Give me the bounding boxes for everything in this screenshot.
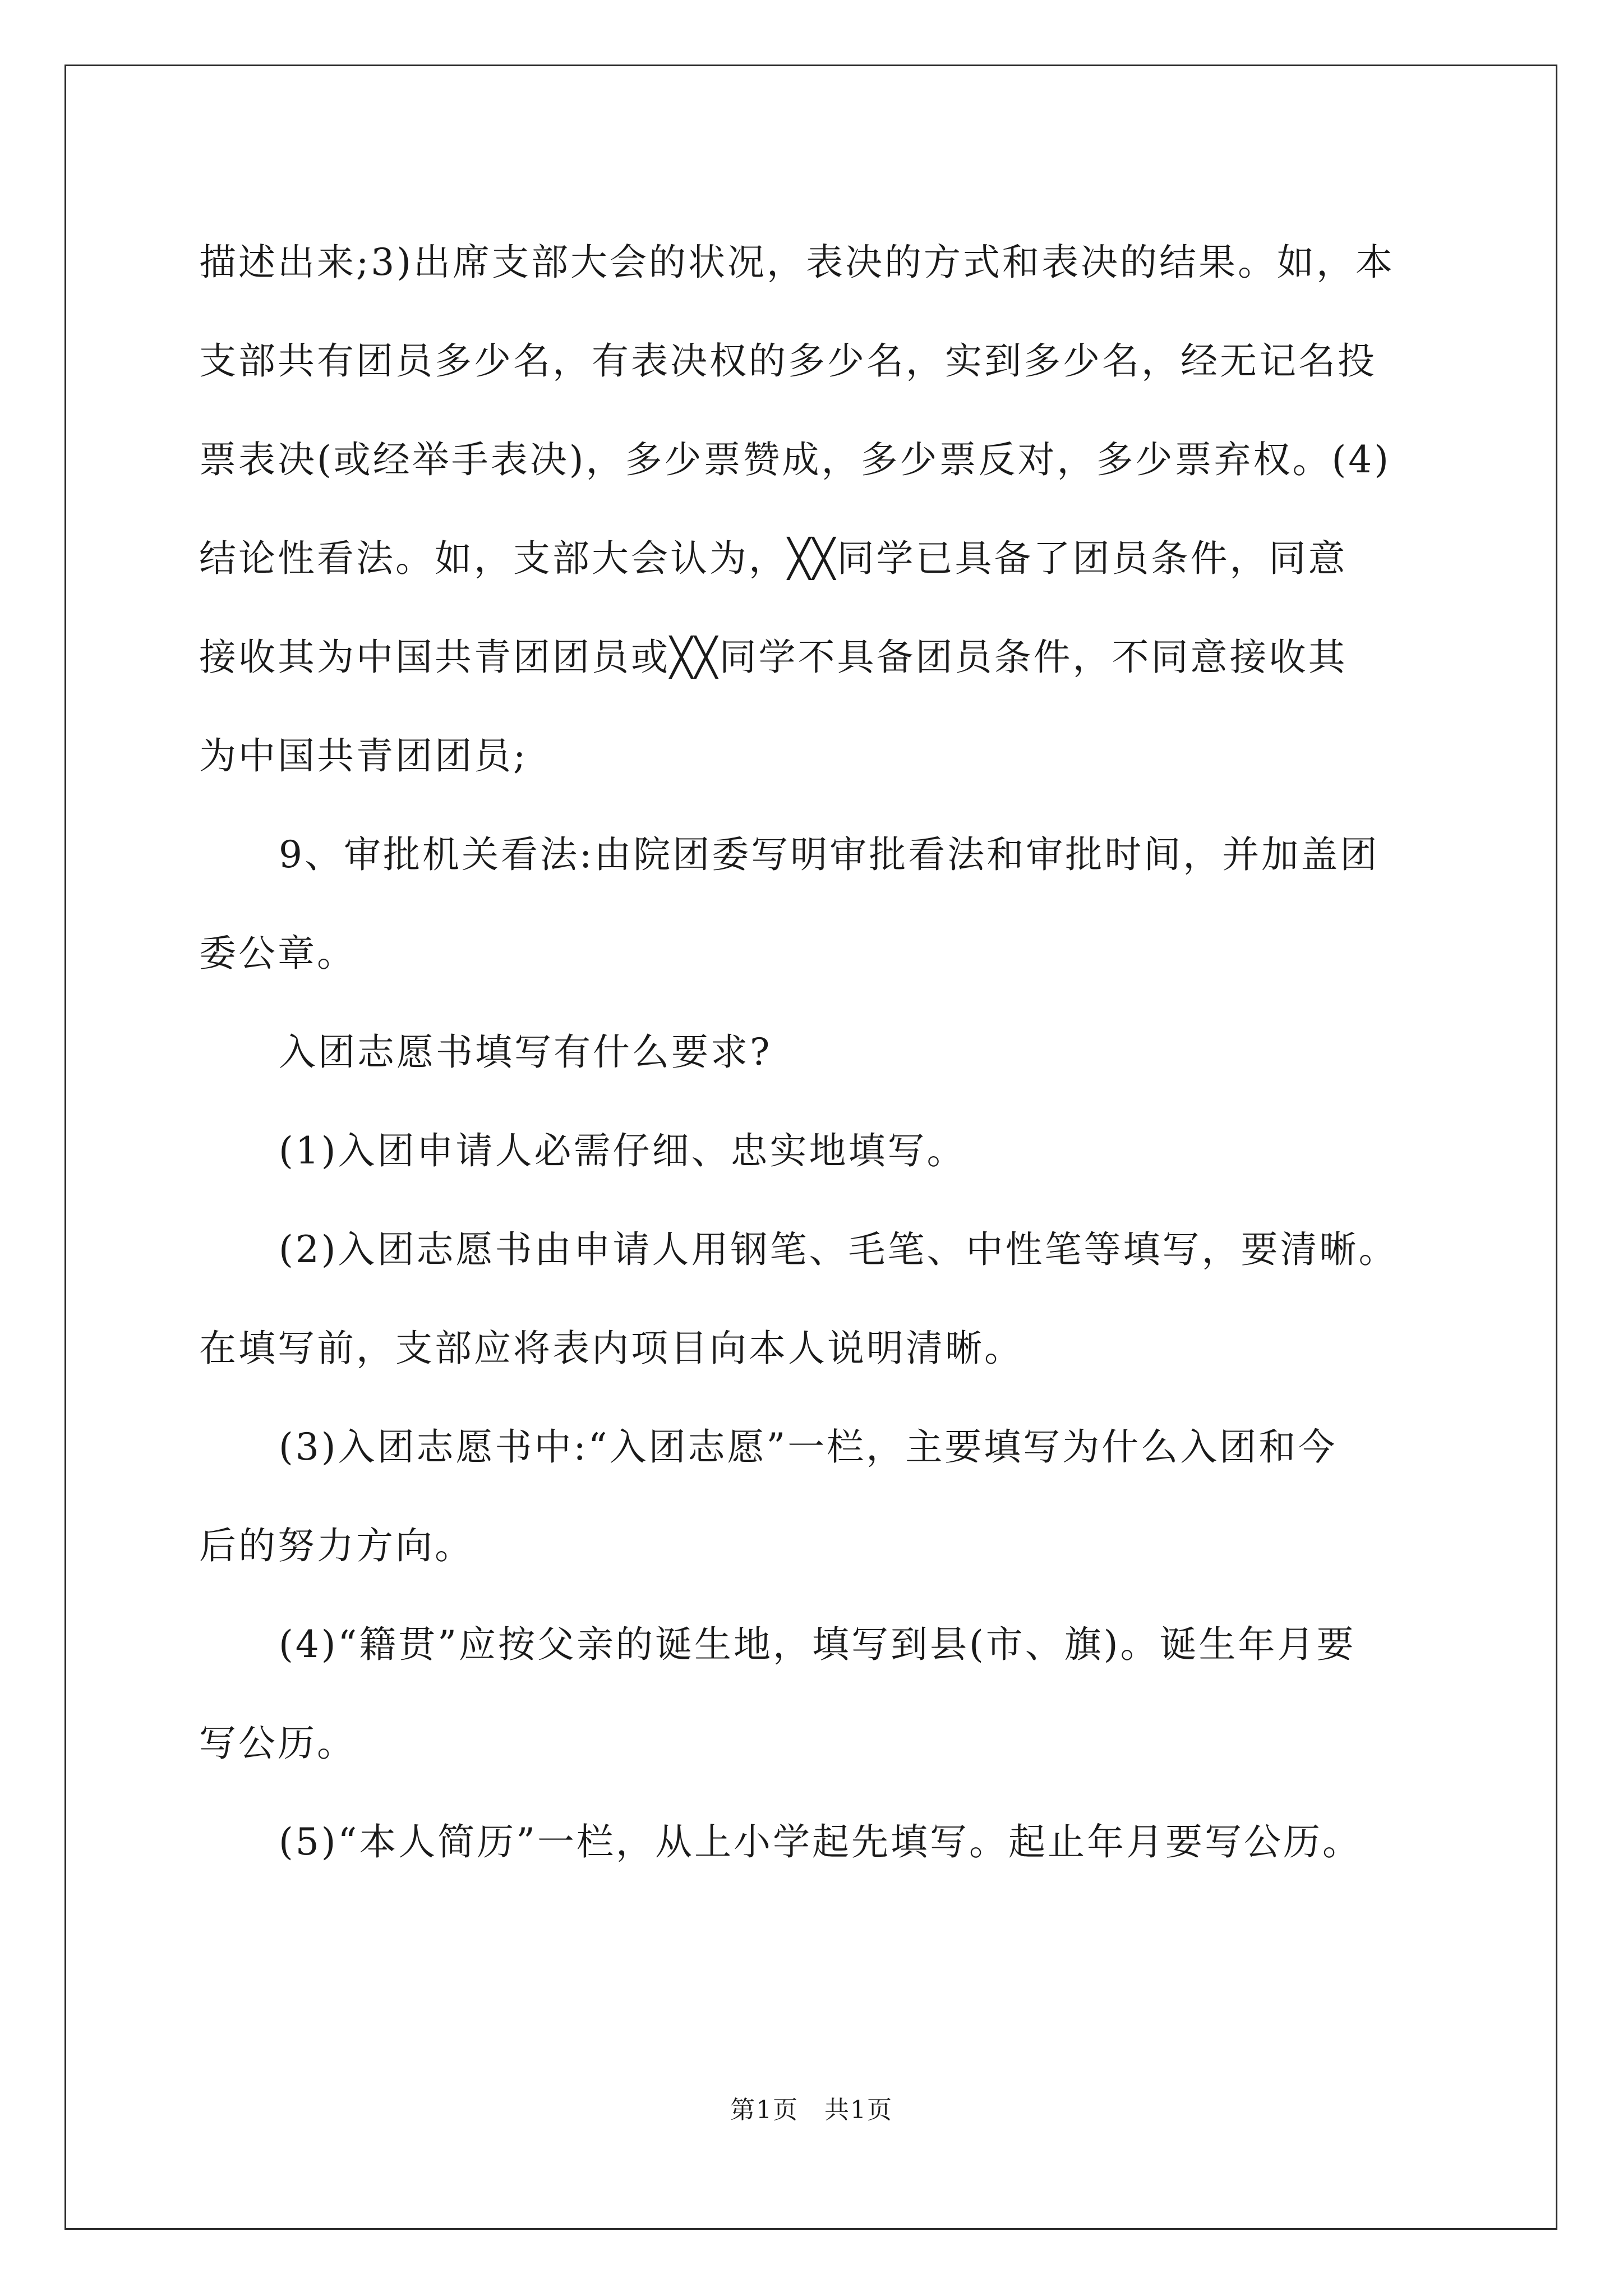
paragraph-line: 在填写前，支部应将表内项目向本人说明清晰。	[199, 1327, 1023, 1370]
paragraph-line: 结论性看法。如，支部大会认为，╳╳同学已具备了团员条件，同意	[199, 537, 1348, 580]
paragraph-line: 9、审批机关看法:由院团委写明审批看法和审批时间，并加盖团	[279, 833, 1380, 876]
list-item: (1)入团申请人必需仔细、忠实地填写。	[279, 1129, 966, 1172]
paragraph-line: 描述出来;3)出席支部大会的状况，表决的方式和表决的结果。如，本	[199, 241, 1395, 284]
list-item: (2)入团志愿书由申请人用钢笔、毛笔、中性笔等填写，要清晰。	[279, 1228, 1398, 1271]
paragraph-line: 接收其为中国共青团团员或╳╳同学不具备团员条件，不同意接收其	[199, 636, 1348, 679]
list-item: (4)“籍贯”应按父亲的诞生地，填写到县(市、旗)。诞生年月要	[279, 1623, 1356, 1666]
page-footer: 第1页 共1页	[730, 2096, 893, 2124]
paragraph-line: 票表决(或经举手表决)，多少票赞成，多少票反对，多少票弃权。(4)	[199, 438, 1391, 481]
list-item: (3)入团志愿书中:“入团志愿”一栏，主要填写为什么入团和今	[279, 1425, 1338, 1469]
paragraph-line: 委公章。	[199, 932, 356, 975]
list-item: (5)“本人简历”一栏，从上小学起先填写。起止年月要写公历。	[279, 1820, 1362, 1864]
paragraph-line: 后的努力方向。	[199, 1524, 474, 1567]
section-question: 入团志愿书填写有什么要求?	[279, 1030, 772, 1074]
paragraph-line: 为中国共青团团员;	[199, 734, 528, 777]
document-body	[199, 213, 1416, 1892]
paragraph-line: 支部共有团员多少名，有表决权的多少名，实到多少名，经无记名投	[199, 339, 1377, 383]
paragraph-line: 写公历。	[199, 1722, 356, 1765]
